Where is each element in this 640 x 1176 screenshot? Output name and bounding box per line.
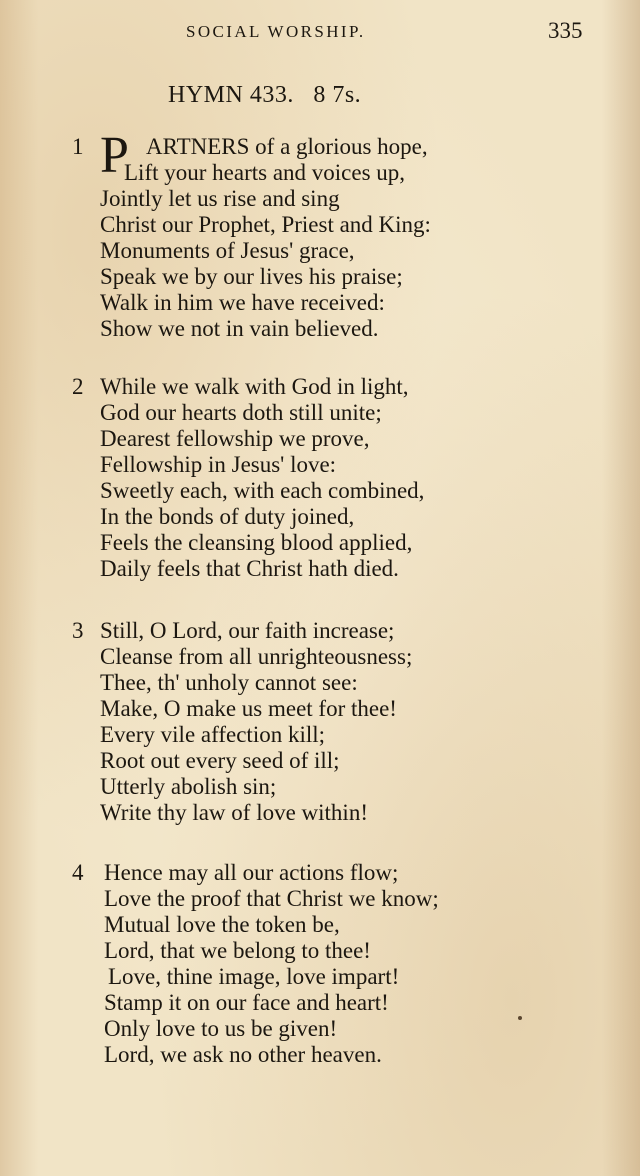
stanza-line: In the bonds of duty joined, [100, 504, 355, 529]
paper-speck [518, 1016, 522, 1020]
stanza-line: Make, O make us meet for thee! [100, 696, 397, 721]
hymn-title: HYMN 433. 8 7s. [168, 82, 362, 108]
stanza-line: Speak we by our lives his praise; [100, 264, 403, 289]
page-number: 335 [548, 18, 583, 43]
stanza-line: Daily feels that Christ hath died. [100, 556, 399, 581]
stanza-line: Mutual love the token be, [104, 912, 340, 937]
stanza-line: Feels the cleansing blood applied, [100, 530, 413, 555]
running-head [0, 18, 640, 48]
stanza-line: Christ our Prophet, Priest and King: [100, 212, 431, 237]
stanza-line: Hence may all our actions flow; [104, 860, 399, 885]
stanza-line: God our hearts doth still unite; [100, 400, 382, 425]
stanza-line: Every vile affection kill; [100, 722, 326, 747]
stanza-line: Lift your hearts and voices up, [124, 160, 406, 185]
stanza-number: 4 [72, 860, 84, 885]
stanza-line: Dearest fellowship we prove, [100, 426, 370, 451]
running-head-title: SOCIAL WORSHIP. [186, 22, 366, 41]
stanza-line: Lord, that we belong to thee! [104, 938, 371, 963]
stanza-line: Stamp it on our face and heart! [104, 990, 389, 1015]
stanza-line: ARTNERS of a glorious hope, [146, 134, 428, 159]
drop-cap: P [100, 127, 129, 184]
stanza-line: Love the proof that Christ we know; [104, 886, 439, 911]
stanza-line: Only love to us be given! [104, 1016, 338, 1041]
stanza-number: 1 [72, 134, 84, 159]
stanza-line: Jointly let us rise and sing [100, 186, 340, 211]
stanza-line: Love, thine image, love impart! [108, 964, 400, 989]
stanza-number: 3 [72, 618, 84, 643]
stanza-line: While we walk with God in light, [100, 374, 409, 399]
stanza-line: Still, O Lord, our faith increase; [100, 618, 395, 643]
stanza-line: Root out every seed of ill; [100, 748, 340, 773]
stanza-line: Monuments of Jesus' grace, [100, 238, 355, 263]
stanza-line: Sweetly each, with each combined, [100, 478, 425, 503]
stanza-number: 2 [72, 374, 84, 399]
stanza-line: Utterly abolish sin; [100, 774, 277, 799]
stanza-line: Fellowship in Jesus' love: [100, 452, 337, 477]
stanza-line: Show we not in vain believed. [100, 316, 379, 341]
stanza-line: Thee, th' unholy cannot see: [100, 670, 358, 695]
stanza-line: Cleanse from all unrighteousness; [100, 644, 413, 669]
stanza-line: Lord, we ask no other heaven. [104, 1042, 382, 1067]
stanza-line: Walk in him we have received: [100, 290, 385, 315]
stanza-line: Write thy law of love within! [100, 800, 368, 825]
